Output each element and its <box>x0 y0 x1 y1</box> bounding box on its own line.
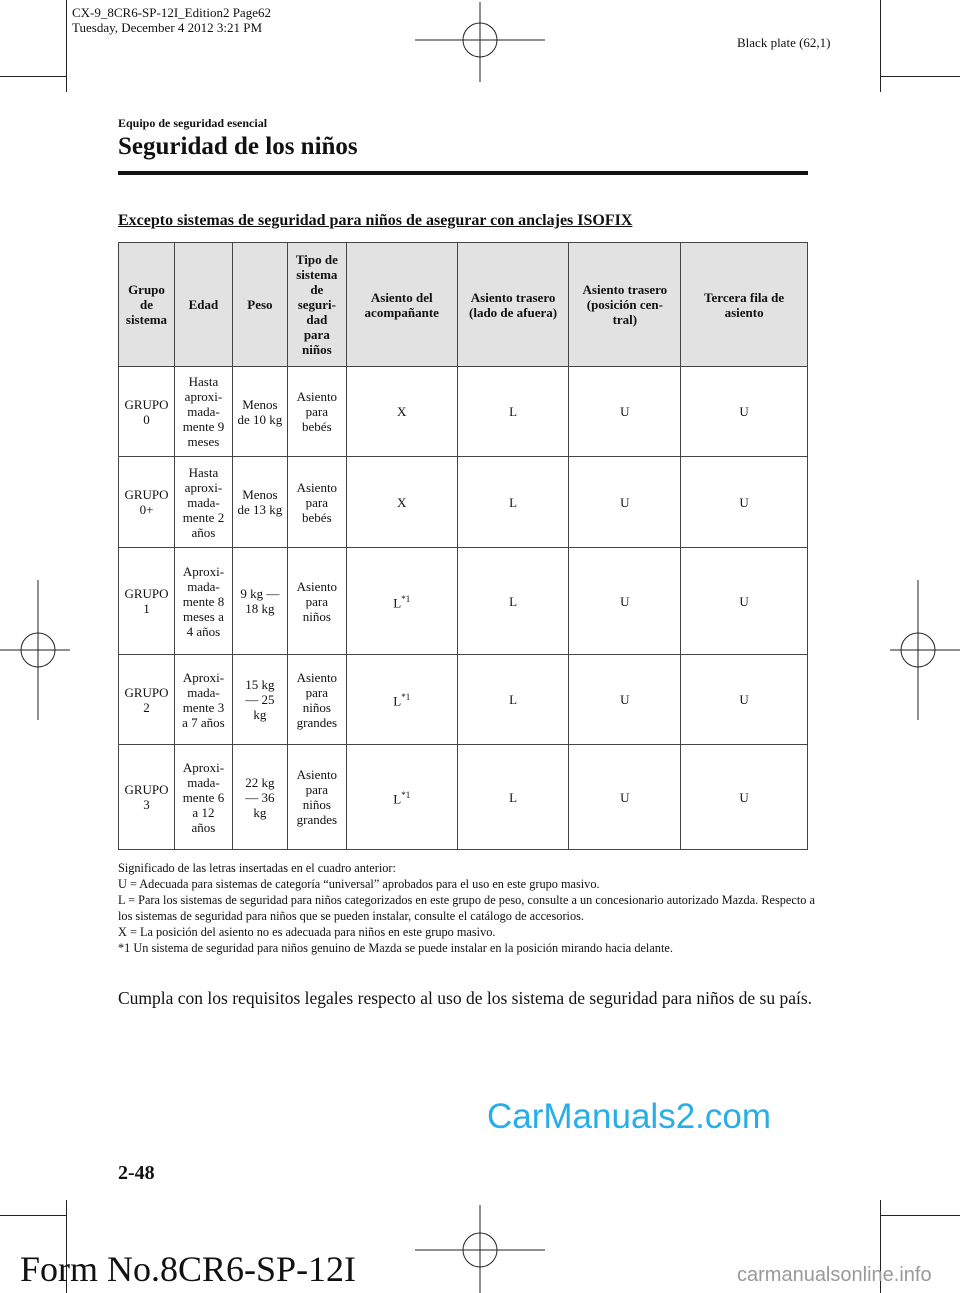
cell-trasero-afuera: L <box>457 367 569 457</box>
registration-mark-icon <box>415 1205 545 1293</box>
crop-mark <box>0 1215 66 1216</box>
cell-tipo: Asiento para niños <box>287 548 346 655</box>
note-line: L = Para los sistemas de seguridad para niños categorizados en este grupo de peso, consulte a un concesionario autorizado Mazda. Respecto a los sistemas de seguridad para niños que se pueden instalar, consulte el catálogo de accesorios. <box>118 893 815 923</box>
header-trasero-central: Asiento trasero (posición cen- tral) <box>569 243 681 367</box>
cell-acompanante <box>346 655 457 745</box>
cell-trasero-central: U <box>569 655 681 745</box>
registration-mark-icon <box>0 580 70 720</box>
cell-tercera-fila: U <box>681 457 808 548</box>
crop-mark <box>880 1215 960 1216</box>
page-number: 2-48 <box>118 1162 155 1184</box>
cell-peso: Menos de 10 kg <box>232 367 287 457</box>
table-row <box>119 367 808 457</box>
cell-edad: Hasta aproxi- mada- mente 9 meses <box>174 367 232 457</box>
footnote-ref: *1 <box>401 593 411 604</box>
cell-peso: 22 kg — 36 kg <box>232 745 287 850</box>
cell-grupo: GRUPO 3 <box>119 745 175 850</box>
child-seat-table <box>118 242 808 850</box>
cell-trasero-afuera: L <box>457 655 569 745</box>
cell-edad: Hasta aproxi- mada- mente 2 años <box>174 457 232 548</box>
crop-mark <box>880 76 960 77</box>
cell-tipo: Asiento para bebés <box>287 457 346 548</box>
acompanante-value: L <box>393 595 402 611</box>
table-row <box>119 548 808 655</box>
crop-mark <box>0 76 66 77</box>
table-header-row <box>119 243 808 367</box>
cell-edad: Aproxi- mada- mente 3 a 7 años <box>174 655 232 745</box>
note-line: *1 Un sistema de seguridad para niños genuino de Mazda se puede instalar en la posición mirando hacia delante. <box>118 941 673 955</box>
closing-paragraph: Cumpla con los requisitos legales respecto al uso de los sistema de seguridad para niños de su país. <box>118 988 813 1008</box>
plate-label: Black plate (62,1) <box>737 35 831 50</box>
cell-peso: Menos de 13 kg <box>232 457 287 548</box>
title-rule <box>118 171 808 175</box>
registration-mark-icon <box>415 2 545 82</box>
header-edad: Edad <box>174 243 232 367</box>
table-title: Excepto sistemas de seguridad para niños de asegurar con anclajes ISOFIX <box>118 212 633 229</box>
cell-tercera-fila: U <box>681 548 808 655</box>
cell-trasero-afuera: L <box>457 745 569 850</box>
file-line: CX-9_8CR6-SP-12I_Edition2 Page62 <box>72 5 271 20</box>
form-number: Form No.8CR6-SP-12I <box>20 1249 357 1289</box>
cell-acompanante <box>346 548 457 655</box>
date-line: Tuesday, December 4 2012 3:21 PM <box>72 20 263 35</box>
cell-grupo: GRUPO 0 <box>119 367 175 457</box>
table-row <box>119 655 808 745</box>
watermark-corner: carmanualsonline.info <box>737 1264 932 1286</box>
cell-trasero-central: U <box>569 367 681 457</box>
cell-trasero-afuera: L <box>457 457 569 548</box>
cell-grupo: GRUPO 1 <box>119 548 175 655</box>
note-line: X = La posición del asiento no es adecuada para niños en este grupo masivo. <box>118 925 496 939</box>
cell-peso: 15 kg — 25 kg <box>232 655 287 745</box>
header-peso: Peso <box>232 243 287 367</box>
cell-tercera-fila: U <box>681 655 808 745</box>
table-row <box>119 745 808 850</box>
page-title: Seguridad de los niños <box>118 133 358 160</box>
cell-tipo: Asiento para bebés <box>287 367 346 457</box>
cell-trasero-central: U <box>569 745 681 850</box>
section-small-title: Equipo de seguridad esencial <box>118 116 268 130</box>
note-line: Significado de las letras insertadas en el cuadro anterior: <box>118 861 396 875</box>
cell-tipo: Asiento para niños grandes <box>287 745 346 850</box>
cell-grupo: GRUPO 0+ <box>119 457 175 548</box>
watermark-logo: CarManuals2.com <box>487 1097 771 1136</box>
crop-mark <box>66 0 67 92</box>
cell-acompanante: X <box>346 367 457 457</box>
footnote-ref: *1 <box>401 692 411 703</box>
acompanante-value: L <box>393 791 402 807</box>
footnote-ref: *1 <box>401 789 411 800</box>
cell-trasero-afuera: L <box>457 548 569 655</box>
cell-acompanante <box>346 745 457 850</box>
file-info <box>72 5 271 35</box>
crop-mark <box>880 0 881 92</box>
cell-peso: 9 kg — 18 kg <box>232 548 287 655</box>
table-row <box>119 457 808 548</box>
header-grupo: Grupo de sistema <box>119 243 175 367</box>
header-trasero-afuera: Asiento trasero (lado de afuera) <box>457 243 569 367</box>
table-notes <box>118 860 818 956</box>
cell-trasero-central: U <box>569 548 681 655</box>
cell-tercera-fila: U <box>681 745 808 850</box>
cell-tercera-fila: U <box>681 367 808 457</box>
registration-mark-icon <box>890 580 960 720</box>
cell-edad: Aproxi- mada- mente 6 a 12 años <box>174 745 232 850</box>
cell-trasero-central: U <box>569 457 681 548</box>
acompanante-value: L <box>393 693 402 709</box>
cell-acompanante: X <box>346 457 457 548</box>
cell-grupo: GRUPO 2 <box>119 655 175 745</box>
header-acompanante: Asiento del acompañante <box>346 243 457 367</box>
cell-edad: Aproxi- mada- mente 8 meses a 4 años <box>174 548 232 655</box>
header-tercera-fila: Tercera fila de asiento <box>681 243 808 367</box>
note-line: U = Adecuada para sistemas de categoría “universal” aprobados para el uso en este grupo masivo. <box>118 877 600 891</box>
header-tipo: Tipo de sistema de seguri- dad para niños <box>287 243 346 367</box>
cell-tipo: Asiento para niños grandes <box>287 655 346 745</box>
